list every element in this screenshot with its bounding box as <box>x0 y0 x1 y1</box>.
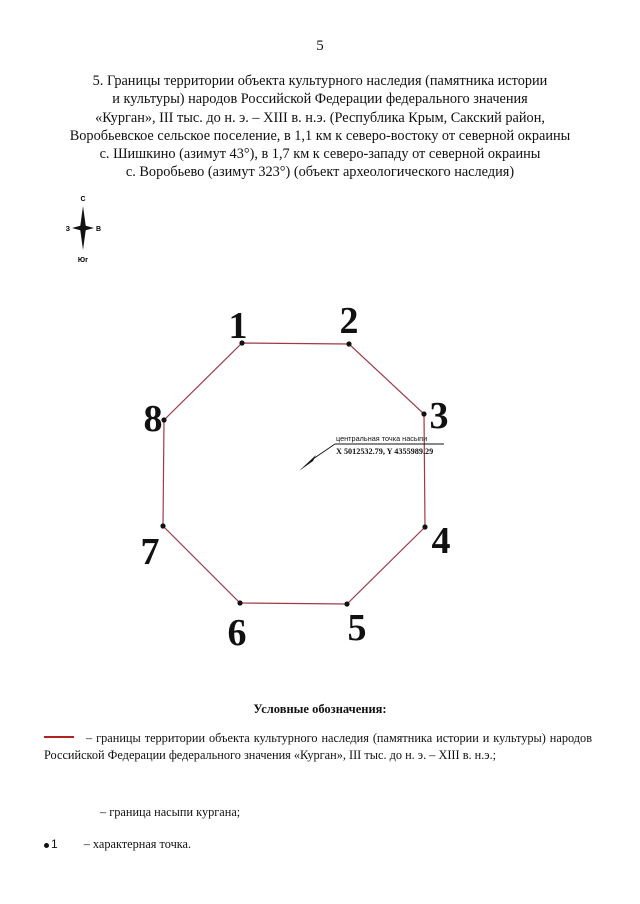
title-line: «Курган», III тыс. до н. э. – XIII в. н.э. (Республика Крым, Сакский район, <box>95 109 545 126</box>
legend-mound <box>100 804 240 821</box>
point-label-8: 8 <box>143 398 163 440</box>
boundary-line <box>163 343 428 604</box>
title-line: с. Воробьево (азимут 323°) (объект археологического наследия) <box>125 164 515 181</box>
point-marker-6 <box>237 600 242 605</box>
point-dot-icon <box>44 843 49 848</box>
point-label-2: 2 <box>339 300 359 342</box>
point-label-7: 7 <box>140 531 160 573</box>
legend-point-text: – характерная точка. <box>83 837 192 851</box>
point-label-5: 5 <box>347 607 367 649</box>
compass-cross <box>72 225 94 231</box>
point-label-4: 4 <box>431 520 451 562</box>
compass-north-label: С <box>80 196 86 203</box>
legend-point <box>44 836 191 853</box>
title-line: 5. Границы территории объекта культурного наследия (памятника истории <box>92 73 548 89</box>
title-line: Воробьевское сельское поселение, в 1,1 км к северо-востоку от северной окраины <box>69 127 571 144</box>
compass-icon <box>66 196 101 264</box>
point-label-1: 1 <box>228 305 248 347</box>
point-marker-5 <box>344 601 349 606</box>
point-marker-7 <box>160 523 165 528</box>
legend-boundary <box>44 730 592 764</box>
legend-point-number: 1 <box>51 837 58 851</box>
legend-title: Условные обозначения: <box>253 702 387 716</box>
point-marker-2 <box>346 341 351 346</box>
point-marker-3 <box>421 411 426 416</box>
legend-boundary-text: – границы территории объекта культурного наследия (памятника истории и культуры) народов Российской Федерации федерального значения «Курган», III тыс. до н. э. – XIII в. н.э.; <box>44 731 592 762</box>
center-point-callout <box>299 434 444 471</box>
point-label-6: 6 <box>227 612 247 654</box>
compass-south-label: Юг <box>77 257 89 264</box>
center-arrow-head <box>299 455 316 471</box>
legend-mound-text: – граница насыпи кургана; <box>100 805 241 819</box>
page-number: 5 <box>316 38 324 54</box>
boundary-line-sample <box>44 736 74 738</box>
point-label-3: 3 <box>429 395 449 437</box>
title-line: и культуры) народов Российской Федерации федерального значения <box>112 91 528 108</box>
center-leader-line <box>313 444 335 459</box>
center-point-caption: центральная точка насыпи <box>336 434 428 443</box>
compass-west-label: З <box>65 226 70 233</box>
point-marker-4 <box>422 524 427 529</box>
compass-east-label: В <box>96 226 102 233</box>
center-point-coordinates: X 5012532.79, Y 4355989.29 <box>336 447 434 456</box>
title-line: с. Шишкино (азимут 43°), в 1,7 км к северо-западу от северной окраины <box>99 146 541 163</box>
